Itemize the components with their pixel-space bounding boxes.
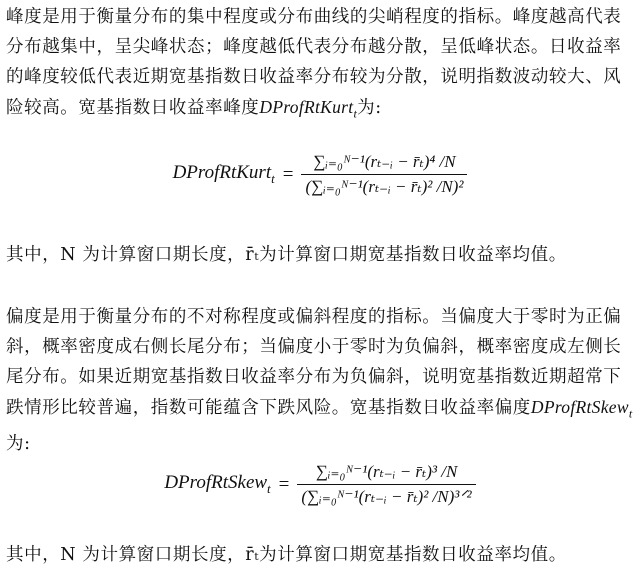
fraction-bar — [301, 174, 467, 175]
skewness-formula-lhs: DProfRtSkew$_t$ — [164, 472, 271, 497]
kurtosis-formula-lhs: DProfRtKurt$_t$ — [172, 162, 275, 187]
kurtosis-note: 其中，N 为计算窗口期长度，r̄ₜ为计算窗口期宽基指数日收益率均值。 — [6, 245, 567, 265]
kurtosis-symbol: DProfRtKurt$_t$ — [259, 97, 358, 121]
kurtosis-formula — [0, 152, 640, 197]
skewness-denominator: (∑ᵢ₌₀ᴺ⁻¹(rₜ₋ᵢ − r̄ₜ)² /N)³ᐟ² — [301, 487, 472, 507]
skewness-note: 其中，N 为计算窗口期长度，r̄ₜ为计算窗口期宽基指数日收益率均值。 — [6, 545, 567, 565]
kurtosis-paragraph: 峰度是用于衡量分布的集中程度或分布曲线的尖峭程度的指标。峰度越高代表分布越集中，呈尖峰状态；峰度越低代表分布越分散，呈低峰状态。日收益率的峰度较低代表近期宽基指数日收益率分布较为分散，说明指数波动较大、风险较高。宽基指数日收益率峰度DProfRtKurt$_t$为: — [6, 7, 622, 121]
skewness-fraction — [297, 462, 475, 507]
kurtosis-denominator: (∑ᵢ₌₀ᴺ⁻¹(rₜ₋ᵢ − r̄ₜ)² /N)² — [305, 177, 464, 197]
skewness-formula — [0, 462, 640, 507]
kurtosis-fraction — [301, 152, 467, 197]
skewness-symbol: DProfRtSkew$_t$ — [530, 397, 633, 421]
skewness-numerator: ∑ᵢ₌₀ᴺ⁻¹(rₜ₋ᵢ − r̄ₜ)³ /N — [315, 462, 458, 481]
kurtosis-numerator: ∑ᵢ₌₀ᴺ⁻¹(rₜ₋ᵢ − r̄ₜ)⁴ /N — [313, 152, 456, 171]
fraction-bar — [297, 484, 475, 485]
skewness-paragraph: 偏度是用于衡量分布的不对称程度或偏斜程度的指标。当偏度大于零时为正偏斜，概率密度成右侧长尾分布；当偏度小于零时为负偏斜，概率密度成左侧长尾分布。如果近期宽基指数日收益率分布为负偏斜，说明宽基指数近期超常下跌情形比较普遍，指数可能蕴含下跌风险。宽基指数日收益率偏度DProfRtSkew$_t$为: — [6, 307, 633, 454]
equals-sign: = — [282, 163, 294, 185]
equals-sign: = — [278, 473, 290, 495]
